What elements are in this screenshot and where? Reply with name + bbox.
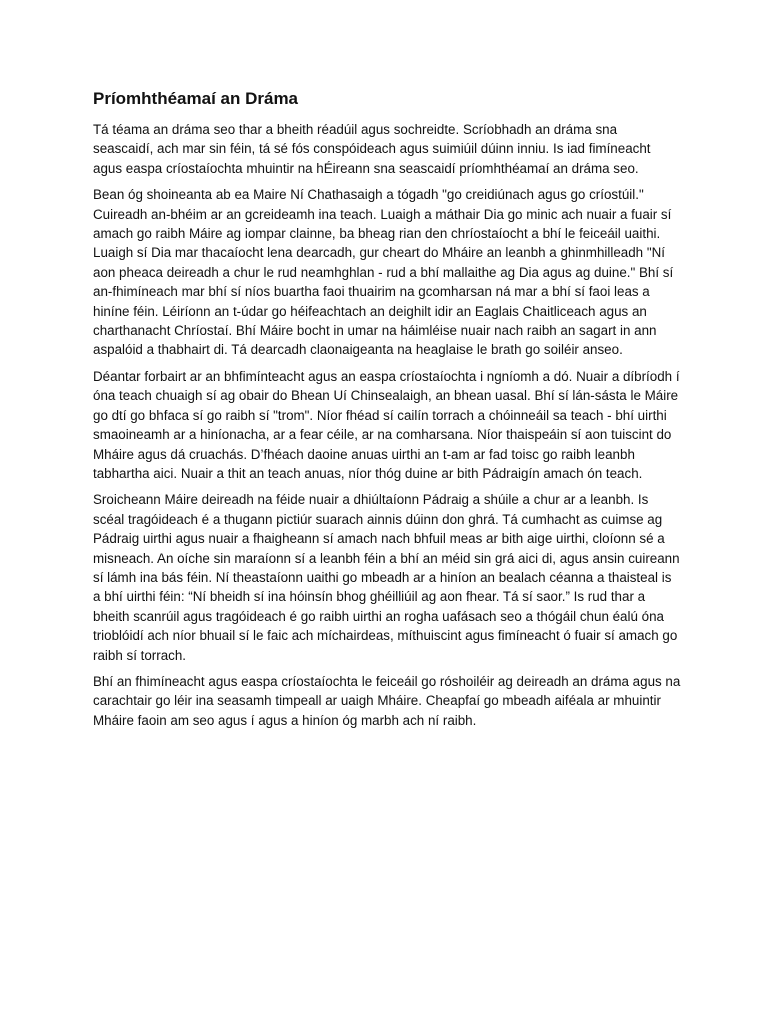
paragraph-5: Bhí an fhimíneacht agus easpa críostaíochta le feiceáil go róshoiléir ag deireadh an dráma agus na carachtair go léir ina seasamh timpeall ar uaigh Mháire. Cheapfaí go mbeadh aiféala ar mhuintir Mháire faoin am seo agus í agus a hiníon óg marbh ach ní raibh. <box>93 673 681 728</box>
paragraph-3: Déantar forbairt ar an bhfimínteacht agus an easpa críostaíochta i ngníomh a dó. Nuair a díbríodh í óna teach chuaigh sí ag obair do Bhean Uí Chinsealaigh, an bhean uasal. Bhí sí lán-sásta le Máire go dtí go bhfaca sí go raibh sí "trom". Níor fhéad sí cailín torrach a chóinneáil sa teach - bhí uirthi smaoineamh ar a hiníonacha, ar a fear céile, ar na comharsana. Níor thaispeáin sí aon tuiscint do Mháire agus dá cruachás. D’fhéach daoine anuas uirthi an t-am ar fad toisc go raibh leanbh tabhartha aici. Nuair a thit an teach anuas, níor thóg duine ar bith Pádraigín amach ón teach. <box>93 368 680 481</box>
paragraph-2: Bean óg shoineanta ab ea Maire Ní Chathasaigh a tógadh "go creidiúnach agus go críostúil." Cuireadh an-bhéim ar an gcreideamh ina teach. Luaigh a máthair Dia go minic ach nuair a fuair sí amach go raibh Máire ag iompar clainne, ba bheag rian den chríostaíocht a bhí le feiceáil uaithi. Luaigh sí Dia mar thacaíocht lena dearcadh, gur cheart do Mháire an leanbh a ghinmhilleadh "Ní aon pheaca deireadh a chur le rud neamhghlan - rud a bhí mallaithe ag Dia agus ag duine." Bhí sí an-fhimíneach mar bhí sí níos buartha faoi thuairim na gcomharsan ná mar a bhí sí faoi leas a hiníne féin. Léiríonn an t-údar go héifeachtach an deighilt idir an Eaglais Chaitliceach agus an charthanacht Chríostaí. Bhí Máire bocht in umar na háimléise nuair nach raibh an sagart in ann aspalóid a thabhairt di. Tá dearcadh claonaigeanta na heaglaise le brath go soiléir anseo. <box>93 187 674 358</box>
document-page <box>93 88 681 737</box>
paragraph-1: Tá téama an dráma seo thar a bheith réadúil agus sochreidte. Scríobhadh an dráma sna seascaidí, ach mar sin féin, tá sé fós conspóideach agus suimiúil dúinn inniu. Is iad fimíneacht agus easpa críostaíochta mhuintir na hÉireann sna seascaidí príomhthéamaí an dráma seo. <box>93 122 651 176</box>
document-title: Príomhthéamaí an Dráma <box>93 89 299 108</box>
paragraph-4: Sroicheann Máire deireadh na féide nuair a dhiúltaíonn Pádraig a shúile a chur ar a leanbh. Is scéal tragóideach é a thugann pictiúr suarach ainnis dúinn don ghrá. Tá cumhacht as cuimse ag Pádraig uirthi agus nuair a fhaigheann sí amach nach bhfuil meas ar bith aige uirthi, cloíonn sé a misneach. An oíche sin maraíonn sí a leanbh féin a bhí an méid sin grá aici di, agus ansin cuireann sí lámh ina bás féin. Ní theastaíonn uaithi go mbeadh ar a hiníon an bealach céanna a thaisteal is a bhí uirthi féin: “Ní bheidh sí ina hóinsín bhog ghéilliúil ag aon fhear. Tá sí saor.” Is rud thar a bheith scanrúil agus tragóideach é go raibh uirthi an rogha uafásach seo a thógáil chun éalú óna trioblóidí ach níor bhuail sí le faic ach míchairdeas, míthuiscint agus fimíneacht ó fuair sí amach go raibh sí torrach. <box>93 492 680 663</box>
